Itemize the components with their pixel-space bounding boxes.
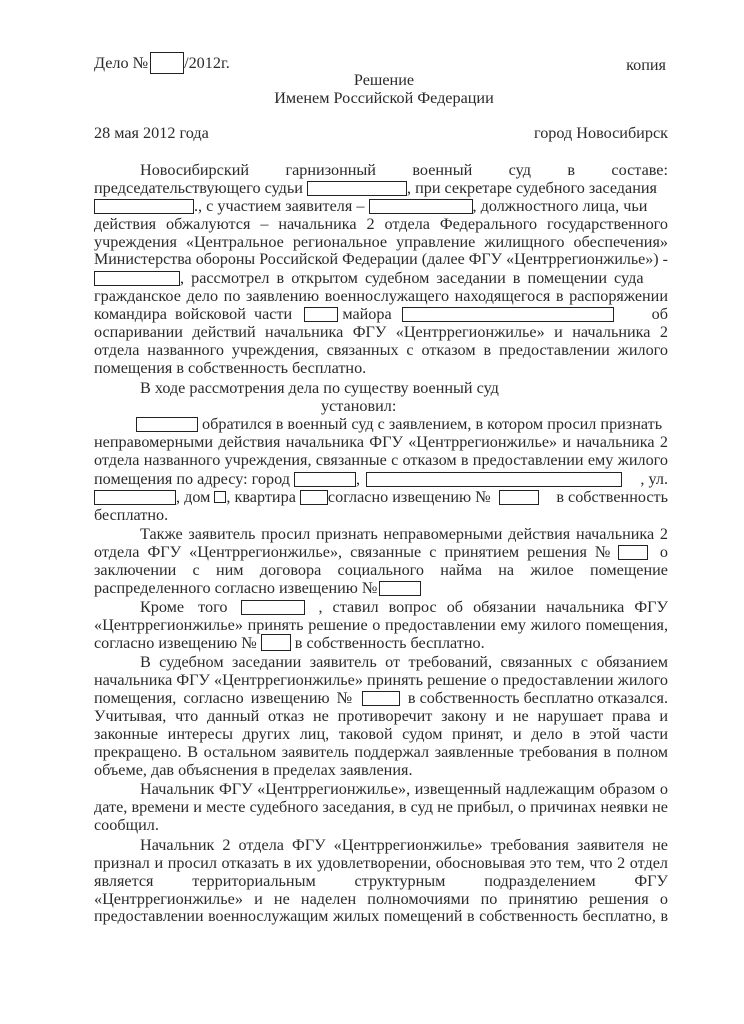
copy-mark: копия: [626, 56, 666, 74]
redacted-case-number: [150, 52, 184, 74]
line: [94, 506, 668, 524]
text: действия обжалуются – начальника 2 отдела Федерального государственного: [94, 215, 668, 233]
line: [94, 561, 668, 579]
redacted-unit: [304, 307, 338, 322]
line: [94, 305, 668, 323]
text: , ул.: [640, 470, 668, 488]
line: [94, 379, 714, 397]
line: [94, 653, 668, 671]
line: [94, 707, 668, 725]
decision-date: 28 мая 2012 года: [94, 124, 209, 142]
text: о: [659, 543, 668, 561]
redacted-notice-4: [362, 691, 400, 706]
line: [94, 616, 668, 634]
redacted-judge: [307, 181, 407, 196]
text: Кроме того: [140, 598, 228, 616]
text: Учитывая, что данный отказ не противоречит закону и не нарушает права и: [94, 707, 668, 725]
document-subtitle: Именем Российской Федерации: [274, 89, 494, 107]
text: , квартира: [226, 488, 296, 506]
case-number: [94, 52, 230, 74]
text: , дом: [176, 488, 211, 506]
redacted-street: [94, 490, 176, 505]
text: начальника ФГУ «Центррегионжилье» принять решение о предоставлении жилого: [94, 671, 668, 689]
line: [94, 725, 668, 743]
text: признал и просил отказать в их удовлетворении, обосновывая это тем, что 2 отдел: [94, 854, 668, 872]
line: [94, 359, 668, 377]
text: Новосибирский гарнизонный военный суд в составе:: [140, 161, 668, 179]
line: [94, 890, 668, 908]
line: [94, 743, 668, 761]
line: [94, 179, 668, 197]
text: отдела названного учреждения, связанных с отказом в предоставлении жилого: [94, 341, 668, 359]
text: неправомерными действия начальника ФГУ «Центррегионжилье» и начальника 2: [94, 433, 668, 451]
text: ., с участием заявителя –: [194, 197, 365, 215]
text: , рассмотрел в открытом судебном заседании в помещении суда: [180, 269, 644, 287]
text: оспаривании действий начальника ФГУ «Центррегионжилье» и начальника 2: [94, 323, 668, 341]
line: [94, 215, 668, 233]
redacted-applicant-name-2: [241, 600, 305, 615]
text: Также заявитель просил признать неправомерными действия начальника 2: [140, 525, 668, 543]
text: сообщил.: [94, 816, 159, 834]
line: [94, 872, 668, 890]
document-title: Решение: [353, 71, 415, 89]
text: Начальник ФГУ «Центррегионжилье», извещенный надлежащим образом о: [140, 780, 668, 798]
redacted-official: [94, 271, 180, 286]
text: , ставил вопрос об обязании начальника ФГУ: [318, 598, 668, 616]
text: предоставлении военнослужащим жилых помещений в собственность бесплатно, в: [94, 908, 668, 925]
text: является территориальным структурным подразделением ФГУ: [94, 872, 668, 890]
redacted-notice-3: [261, 634, 291, 651]
redacted-apartment: [300, 490, 328, 505]
line: [94, 579, 668, 597]
text: «Центррегионжилье» принять решение о предоставлении ему жилого помещения,: [94, 616, 668, 634]
line: [94, 470, 668, 488]
text: об: [651, 305, 668, 323]
redacted-notice-2: [379, 581, 421, 596]
redacted-applicant-name: [136, 417, 198, 432]
section-heading: установил:: [321, 397, 397, 415]
text: , должностного лица, чьи: [472, 197, 648, 215]
line: [94, 671, 668, 689]
line: [94, 397, 744, 415]
line: [94, 543, 668, 561]
text: Начальник 2 отдела ФГУ «Центррегионжилье» требования заявителя не: [140, 836, 668, 854]
text: согласно извещению №: [327, 488, 491, 506]
text: гражданское дело по заявлению военнослужащего находящегося в распоряжении: [94, 287, 668, 305]
line: [94, 251, 668, 269]
redacted-district: [366, 472, 622, 487]
text: в собственность: [556, 488, 668, 506]
text: майора: [342, 305, 392, 323]
line: [94, 798, 668, 816]
text: помещения по адресу: город: [94, 470, 290, 488]
line: [94, 197, 668, 215]
text: объеме, дав объяснения в пределах заявления.: [94, 761, 413, 779]
text: законные интересы других лиц, таковой судом принят, и дело в этой части: [94, 725, 668, 743]
line: [94, 689, 668, 707]
text: в собственность бесплатно отказался.: [407, 689, 668, 707]
text: согласно извещению №: [94, 634, 257, 652]
redacted-secretary: [94, 199, 194, 214]
text: отдела названного учреждения, связанные с отказом в предоставлении ему жилого: [94, 451, 668, 469]
text: учреждения «Центральное региональное управление жилищного обеспечения»: [94, 233, 668, 251]
line: [94, 854, 668, 872]
line: [94, 323, 668, 341]
line: [94, 598, 668, 616]
case-number-suffix: /2012г.: [184, 54, 230, 72]
text: отдела ФГУ «Центррегионжилье», связанные с принятием решения №: [94, 543, 611, 561]
text: помещения в собственность бесплатно.: [94, 359, 367, 377]
line: [94, 451, 668, 469]
text: командира войсковой части: [94, 305, 293, 323]
text: «Центррегионжилье» и не наделен полномочиями по принятию решения о: [94, 890, 668, 908]
line: [94, 908, 668, 926]
redacted-notice-1: [499, 490, 539, 505]
line: [94, 836, 668, 854]
line: [94, 161, 668, 179]
text: помещения, согласно извещению №: [94, 689, 353, 707]
line: [94, 816, 668, 834]
text: , при секретаре судебного заседания: [406, 179, 657, 197]
redacted-major: [402, 307, 614, 322]
line: [94, 525, 668, 543]
text: в собственность бесплатно.: [294, 634, 485, 652]
text: обратился в военный суд с заявлением, в котором просил признать: [202, 415, 663, 433]
text: председательствующего судьи: [94, 179, 303, 197]
redacted-decision-number: [618, 545, 648, 560]
text: заключении с ним договора социального найма на жилое помещение: [94, 561, 668, 579]
case-number-prefix: Дело №: [94, 54, 149, 72]
line: [94, 488, 668, 506]
decision-city: город Новосибирск: [533, 124, 668, 142]
text: распределенного согласно извещению №: [94, 579, 378, 597]
line: [94, 761, 668, 779]
text: ,: [355, 470, 361, 488]
line: [94, 634, 668, 652]
redacted-city: [294, 472, 356, 487]
text: В судебном заседании заявитель от требований, связанных с обязанием: [140, 653, 668, 671]
line: [94, 341, 668, 359]
redacted-applicant: [369, 199, 473, 214]
line: [94, 780, 668, 798]
line: [94, 233, 668, 251]
text: Министерства обороны Российской Федерации (далее ФГУ «Центррегионжилье») -: [94, 251, 668, 268]
text: В ходе рассмотрения дела по существу военный суд: [140, 379, 499, 397]
line: [94, 415, 710, 433]
text: прекращено. В остальном заявитель поддержал заявленные требования в полном: [94, 743, 668, 761]
text: бесплатно.: [94, 506, 169, 524]
line: [94, 269, 668, 287]
line: [94, 287, 668, 305]
redacted-house: [214, 491, 226, 503]
line: [94, 433, 668, 451]
text: дате, времени и месте судебного заседания, в суд не прибыл, о причинах неявки не: [94, 798, 668, 816]
